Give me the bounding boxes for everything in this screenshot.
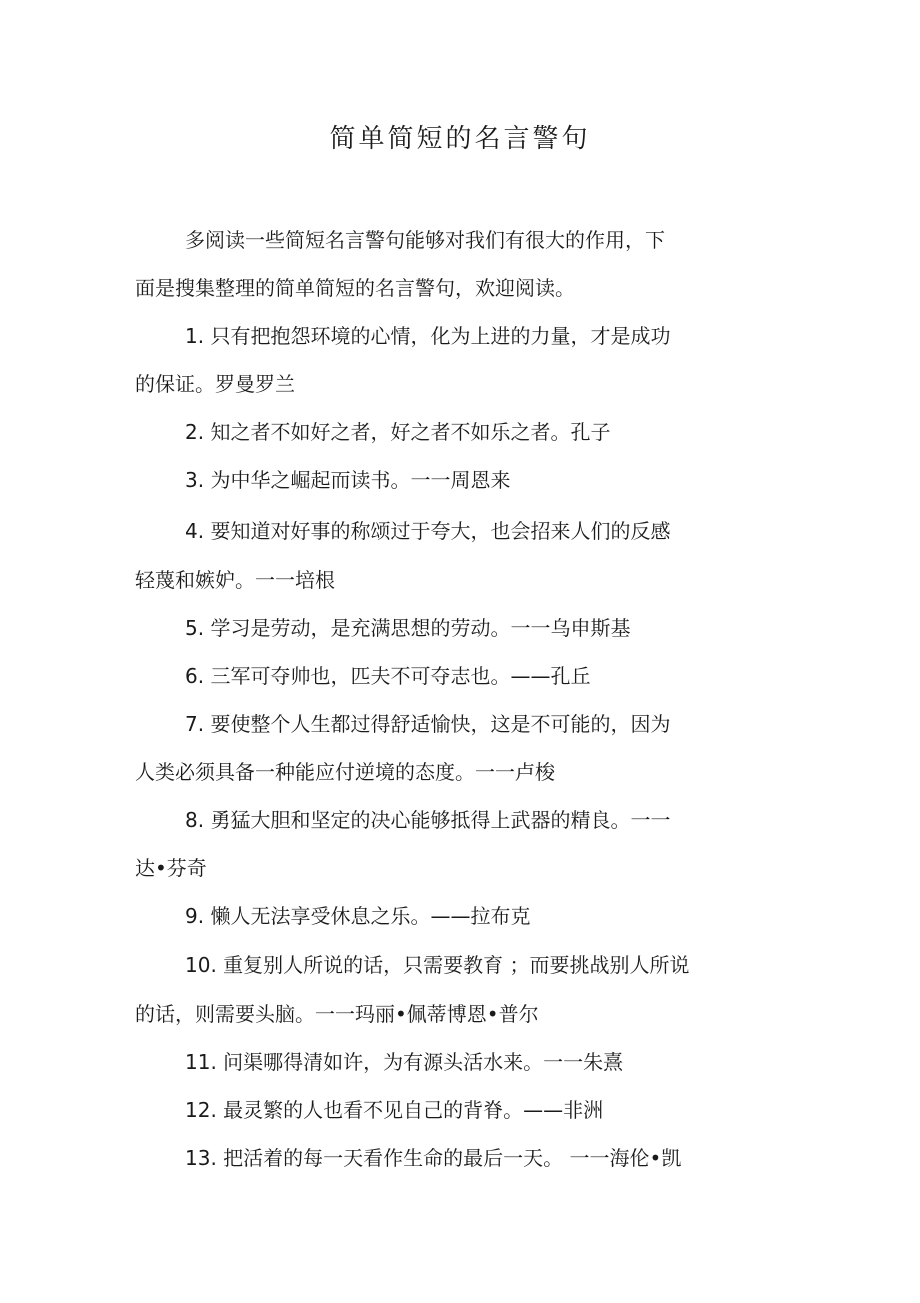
- quote-5: 5. 学习是劳动，是充满思想的劳动。一一乌申斯基: [185, 616, 631, 640]
- quote-4-line-1: 4. 要知道对好事的称颂过于夸大，也会招来人们的反感: [185, 519, 671, 543]
- quote-7-line-1: 7. 要使整个人生都过得舒适愉快，这是不可能的，因为: [185, 712, 671, 736]
- quote-10-line-2: 的话，则需要头脑。一一玛丽•佩蒂博恩•普尔: [135, 1002, 539, 1026]
- quote-3: 3. 为中华之崛起而读书。一一周恩来: [185, 468, 511, 492]
- quote-8-line-1: 8. 勇猛大胆和坚定的决心能够抵得上武器的精良。一一: [185, 808, 671, 832]
- quote-13: 13. 把活着的每一天看作生命的最后一天。 一一海伦•凯: [185, 1146, 682, 1170]
- quote-11: 11. 问渠哪得清如许，为有源头活水来。一一朱熹: [185, 1050, 624, 1074]
- quote-12: 12. 最灵繁的人也看不见自己的背脊。——非洲: [185, 1098, 604, 1122]
- quote-4-line-2: 轻蔑和嫉妒。一一培根: [135, 568, 335, 592]
- quote-1-line-1: 1. 只有把抱怨环境的心情，化为上进的力量，才是成功: [185, 324, 671, 348]
- quote-8-line-2: 达•芬奇: [135, 856, 207, 880]
- quote-9: 9. 懒人无法享受休息之乐。——拉布克: [185, 904, 531, 928]
- quote-2: 2. 知之者不如好之者，好之者不如乐之者。孔子: [185, 420, 611, 444]
- page-title: 简单简短的名言警句: [329, 124, 591, 154]
- intro-line-2: 面是搜集整理的简单简短的名言警句，欢迎阅读。: [135, 276, 575, 300]
- intro-line-1: 多阅读一些简短名言警句能够对我们有很大的作用，下: [185, 228, 665, 252]
- quote-7-line-2: 人类必须具备一种能应付逆境的态度。一一卢梭: [135, 760, 555, 784]
- quote-6: 6. 三军可夺帅也，匹夫不可夺志也。——孔丘: [185, 664, 591, 688]
- quote-1-line-2: 的保证。罗曼罗兰: [135, 372, 295, 396]
- quote-10-line-1: 10. 重复别人所说的话，只需要教育 ；而要挑战别人所说: [185, 953, 690, 977]
